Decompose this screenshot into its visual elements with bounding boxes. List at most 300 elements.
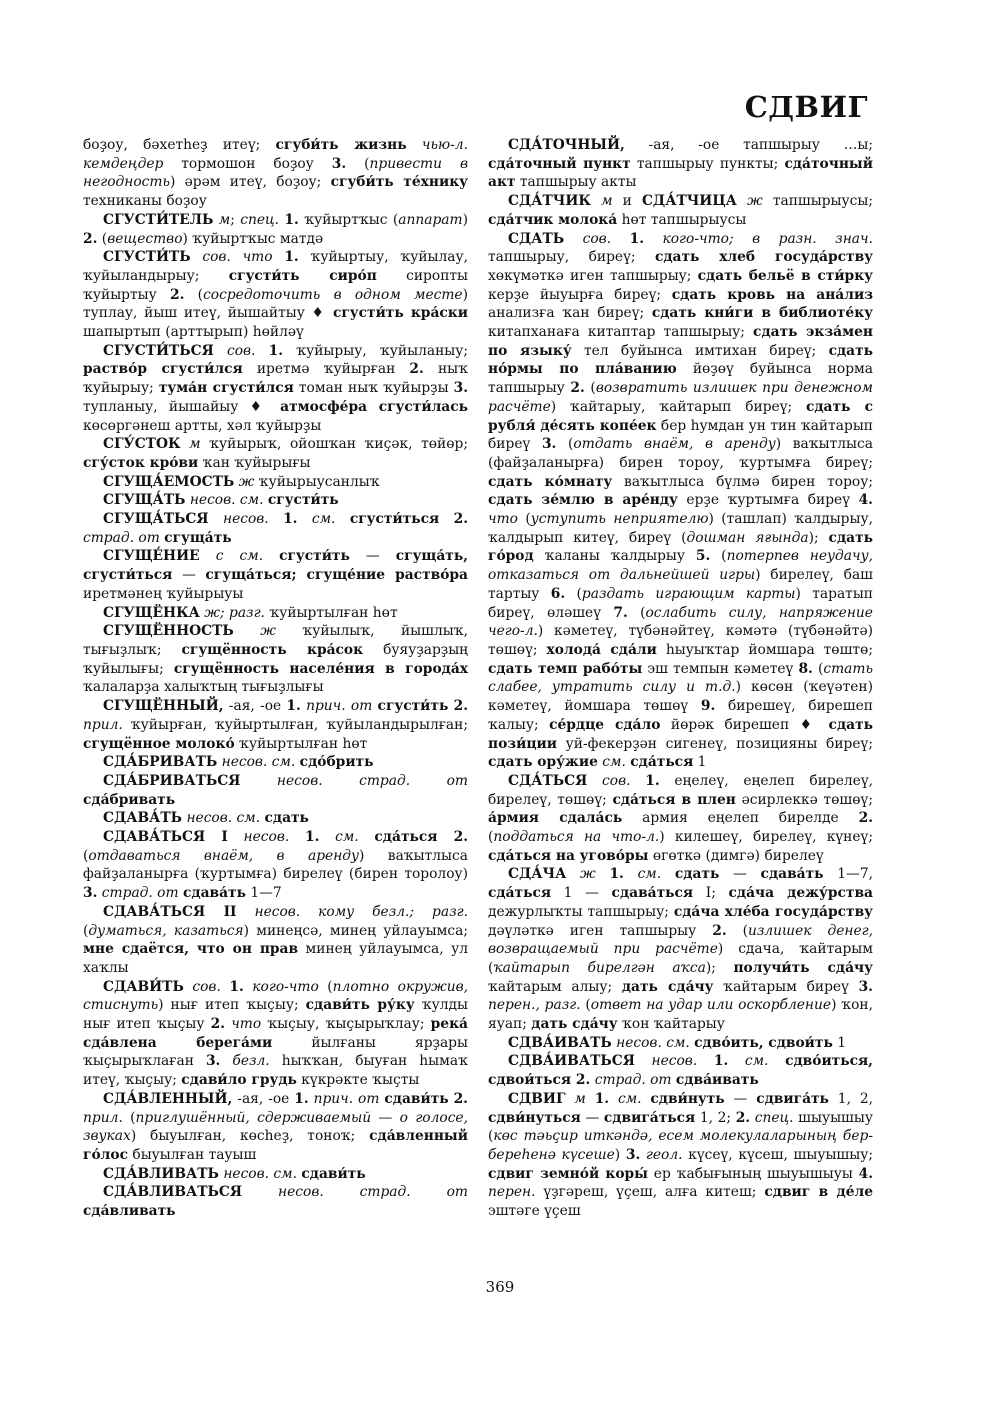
entry-headword-text: сдви́нуться xyxy=(488,1109,581,1126)
entry-label-text: спец. xyxy=(754,1109,794,1126)
entry-label-text: излишек денег, возвращаемый при расчёте xyxy=(488,922,873,958)
entry-label-text: перен. xyxy=(488,1184,536,1201)
entry-text xyxy=(586,1091,595,1107)
dictionary-entry xyxy=(83,903,468,978)
entry-text: әсирлеккә төшөү; xyxy=(735,791,873,808)
entry-headword-text: сдать с рубля́ де́сять копе́ек xyxy=(488,398,873,434)
entry-headword-text: СГУСТИ́ТЬ xyxy=(103,249,191,266)
entry-text xyxy=(263,548,279,564)
entry-headword-text: сда́ться xyxy=(630,754,694,771)
entry-text: армия еңелеп бирелде xyxy=(622,810,859,827)
left-column xyxy=(83,136,468,1221)
entry-text xyxy=(609,1091,618,1107)
entry-label-text: несов. страд. от xyxy=(276,772,468,789)
entry-headword-text: сдать зе́млю в аре́нду xyxy=(488,492,678,509)
entry-label-text: безл. xyxy=(232,1053,270,1070)
entry-headword-text: 1. xyxy=(304,829,320,846)
entry-headword-text: сгусти́ть xyxy=(279,548,350,565)
entry-headword-text: СДВИГ xyxy=(508,1090,566,1107)
entry-text: ( xyxy=(122,1109,136,1126)
entry-text: томан ныҡ ҡуйырҙы xyxy=(293,380,454,397)
entry-headword-text: сгуща́ться; сгуще́ние раство́ра xyxy=(205,567,468,584)
entry-label-text: см. xyxy=(335,829,359,846)
dictionary-entry xyxy=(83,510,468,547)
entry-label-text: ослабить силу, напряжение чего-л. xyxy=(488,604,873,640)
entry-label-text: с см. xyxy=(215,548,264,565)
entry-text: и xyxy=(612,193,642,210)
entry-text: ( xyxy=(346,155,370,172)
entry-text: быуылған тауыш xyxy=(128,1146,257,1163)
entry-text: һыҡҡан, быуған һымаҡ итеү, ҡыҫыу; xyxy=(83,1053,468,1089)
entry-headword-text: 1. xyxy=(645,772,660,789)
entry-headword-text: СДА́БРИВАТЬ xyxy=(103,754,218,771)
entry-text: 1—7, xyxy=(823,866,873,883)
entry-headword-text: сдать го́род xyxy=(488,529,873,565)
entry-text: ) кәметеү, түбәнәйтеү, кәмәтә (түбәнәйтә) төшөү; xyxy=(488,623,873,658)
entry-headword-text: сдави́ть ру́ку xyxy=(305,997,415,1014)
entry-text: ) көсөн (ҡеүәтен) кәметеү, йомшара төшөү xyxy=(488,679,873,715)
entry-text: -ая, -ое xyxy=(232,1090,295,1107)
entry-headword-text: сда́ться на угово́ры xyxy=(488,847,649,864)
dictionary-entry xyxy=(488,230,873,772)
entry-headword-text: сдво́ить, сдвои́ть xyxy=(694,1034,833,1051)
entry-text xyxy=(297,511,311,527)
entry-headword-text: сда́вливать xyxy=(83,1203,176,1220)
entry-text xyxy=(335,511,349,527)
entry-headword-text: раство́р сгусти́лся xyxy=(83,361,243,378)
entry-text: эш темпын кәметеү xyxy=(642,660,799,677)
entry-text: ҡуйыртылған һөт xyxy=(234,735,368,752)
entry-label-text: см. xyxy=(744,1053,769,1070)
entry-headword-text: сдать кровь на ана́лиз xyxy=(671,286,873,303)
entry-text: ҡалаларҙа халыҡтың тығыҙлығы xyxy=(83,679,324,696)
entry-label-text: страд. от xyxy=(101,885,179,902)
dictionary-entry xyxy=(83,136,468,211)
entry-headword-text: сда́ться xyxy=(488,885,552,902)
entry-text: ( xyxy=(580,997,591,1014)
entry-text: ) килешеү, бирелеү, күнеү; xyxy=(659,829,873,846)
entry-text: китапханаға китаптар тапшырыу; xyxy=(488,324,754,341)
entry-text: 1 xyxy=(832,1034,846,1051)
entry-headword-text: сдави́ть xyxy=(384,1090,449,1107)
entry-headword-text: сгуща́ть xyxy=(164,529,232,546)
entry-text: ҡуйыртҡыс ( xyxy=(298,211,399,228)
entry-text: ) ҡон, яуап; xyxy=(488,997,873,1033)
entry-text xyxy=(635,1053,652,1069)
entry-label-text: несов. страд. от xyxy=(278,1184,468,1201)
entry-text: ер ҡабығының шыуышыуы xyxy=(648,1165,859,1182)
entry-headword-text: сгусти́ться xyxy=(349,511,440,528)
entry-text: 1—7 xyxy=(245,885,282,902)
entry-headword-text: 2. xyxy=(712,922,727,939)
entry-headword-text: сдать ору́жие xyxy=(488,754,598,771)
entry-label-text: приглушённый, сдерживаемый — о голосе, звуках xyxy=(83,1109,468,1145)
entry-headword-text: 1. xyxy=(294,1090,309,1107)
dictionary-entry xyxy=(83,342,468,436)
entry-text xyxy=(697,1053,714,1069)
entry-text: күкрәкте ҡыҫты xyxy=(296,1072,420,1089)
entry-text: ) сдача, ҡайтарым ( xyxy=(488,941,873,976)
entry-headword-text: СГУЩА́ТЬСЯ xyxy=(103,511,209,528)
dictionary-entry xyxy=(488,1090,873,1221)
entry-text: ҡайтарым алыу; xyxy=(488,978,622,995)
entry-text: ныҡ ҡуйырыу; xyxy=(83,361,469,397)
entry-headword-text: СДА́ВЛЕННЫЙ, xyxy=(103,1090,233,1107)
entry-headword-text: СДА́ТЬСЯ xyxy=(508,772,588,789)
entry-headword-text: сда́ться в плен xyxy=(612,791,736,808)
entry-headword-text: 5. xyxy=(695,548,711,565)
entry-text: хөкүмәткә иген тапшырыу; xyxy=(488,267,698,284)
entry-text: дәүләткә иген тапшырыу xyxy=(488,922,713,939)
dictionary-entry xyxy=(83,547,468,603)
entry-label-text: несов. см. xyxy=(616,1034,690,1051)
entry-text xyxy=(237,904,255,920)
entry-headword-text: 3. xyxy=(541,436,557,453)
entry-text: ( xyxy=(318,978,333,995)
entry-headword-text: СДАВА́ТЬ xyxy=(103,810,183,827)
entry-text xyxy=(624,866,638,882)
entry-text: боҙоу, бәхетһеҙ итеү; xyxy=(83,137,276,153)
entry-headword-text: атмосфе́ра сгусти́лась xyxy=(280,398,468,415)
dictionary-entry xyxy=(83,809,468,828)
dictionary-entry xyxy=(83,753,468,772)
entry-text: йылғаны ярҙары ҡыҫырыҡлаған xyxy=(83,1034,468,1070)
entry-text: эштәге үҫеш xyxy=(488,1203,581,1220)
entry-headword-text: сдать пози́ции xyxy=(488,716,873,752)
entry-text: ҡулды нығ итеп ҡыҫыу xyxy=(83,997,468,1033)
entry-headword-text: 2. xyxy=(570,380,585,397)
entry-text xyxy=(728,1053,745,1069)
entry-headword-text: сдава́ться xyxy=(611,885,694,902)
entry-text: һыуыҡтар йомшара төштө; xyxy=(656,641,873,658)
dictionary-entry xyxy=(488,772,873,866)
entry-headword-text: 2. xyxy=(858,810,873,827)
entry-headword-text: СДАТЬ xyxy=(508,230,565,247)
entry-headword-text: 7. xyxy=(613,604,628,621)
dictionary-entry xyxy=(488,1052,873,1089)
entry-label-text: сов. xyxy=(192,978,221,995)
entry-text: ) туплау, йыш итеү, йышайтыу ♦ xyxy=(83,286,468,322)
entry-text: ( xyxy=(556,436,574,453)
entry-text: көсөргәнеш артты, хәл ҡуйырҙы xyxy=(83,417,322,434)
entry-headword-text: 4. xyxy=(858,1165,873,1182)
entry-headword-text: СДА́ТОЧНЫЙ, xyxy=(508,137,625,153)
entry-label-text: сосредоточить в одном месте xyxy=(203,286,463,303)
entry-label-text: м xyxy=(218,211,231,228)
entry-headword-text: СДАВИ́ТЬ xyxy=(103,978,184,995)
entry-text: ( xyxy=(517,511,531,528)
entry-label-text: поддаться на что-л. xyxy=(493,829,660,846)
entry-headword-text: 1. xyxy=(284,249,299,266)
entry-label-text: отдать внаём, в аренду xyxy=(573,436,776,453)
entry-headword-text: СГУЩЁННЫЙ, xyxy=(103,698,224,715)
dictionary-entry xyxy=(83,1165,468,1184)
entry-label-text: см. xyxy=(602,754,626,771)
entry-text xyxy=(439,511,453,527)
entry-text: — xyxy=(349,548,396,565)
entry-text: — xyxy=(719,866,761,883)
entry-text: I; xyxy=(693,885,729,902)
page-number: 369 xyxy=(485,1278,515,1296)
entry-headword-text: сдвиг земно́й коры́ xyxy=(488,1165,649,1182)
entry-label-text: стать слабее, утратить силу и т.д. xyxy=(488,660,873,696)
entry-text xyxy=(319,829,335,845)
entry-text: ) ҡайтарыу, ҡайтарып биреү; xyxy=(550,398,806,415)
entry-text: ҡайтарым биреү xyxy=(713,978,859,995)
entry-headword-text: сдать темп рабо́ты xyxy=(488,660,643,677)
entry-label-text: сов. что xyxy=(202,249,273,266)
entry-label-text: сов. xyxy=(226,342,256,359)
entry-label-text: көс тәьҫир иткәндә, есем молекулаларының бер-береһенә күсеше xyxy=(488,1128,873,1163)
entry-label-text: геол. xyxy=(645,1146,683,1163)
entry-headword-text: СДВА́ИВАТЬСЯ xyxy=(508,1053,635,1070)
entry-text: тапшырыусы; xyxy=(762,193,873,210)
entry-text xyxy=(611,231,630,247)
entry-text: ) быуылған, көсһеҙ, тоноҡ; xyxy=(130,1128,370,1145)
entry-headword-text: СДА́ТЧИЦА xyxy=(641,193,737,210)
entry-headword-text: сдви́нуть xyxy=(650,1090,725,1107)
entry-headword-text: сгущённое молоко́ xyxy=(83,735,235,752)
entry-headword-text: 1. xyxy=(229,978,244,995)
entry-label-text: сов. xyxy=(582,230,612,247)
entry-headword-text: сдать хлеб госуда́рству xyxy=(654,249,873,266)
entry-headword-text: сгущённость кра́сок xyxy=(181,641,364,658)
dictionary-entry xyxy=(488,192,873,229)
dictionary-entry xyxy=(83,435,468,472)
entry-text: дежурлыҡты тапшырыу; xyxy=(488,903,674,920)
entry-headword-text: а́рмия сдала́сь xyxy=(488,810,623,827)
entry-text: ) (ташлап) ҡалдырыу, ҡалдырып китеү, биреү ( xyxy=(488,511,873,546)
entry-label-text: привести в негодность xyxy=(83,155,468,191)
entry-label-text: см. xyxy=(637,866,662,883)
entry-text: -ая, -ое тапшырыу …ы; xyxy=(624,137,873,153)
entry-headword-text: 1. xyxy=(609,866,624,883)
entry-label-text: кого-что xyxy=(252,978,319,995)
entry-headword-text: 2. xyxy=(453,1090,468,1107)
entry-text: күсеү, күсеш, шыуышыу; xyxy=(682,1146,874,1163)
entry-headword-text: тума́н сгусти́лся xyxy=(158,380,294,397)
entry-text: ҡон ҡайтарыу xyxy=(617,1016,725,1033)
entry-text: 1 — xyxy=(551,885,612,902)
entry-text: ) нығ итеп ҡыҫыу; xyxy=(158,997,306,1014)
entry-headword-text: сдави́ло грудь xyxy=(181,1072,297,1089)
entry-headword-text: 3. xyxy=(205,1053,221,1070)
entry-text xyxy=(407,137,422,153)
entry-text: ҡуйырыҡ, ойошҡан ҡиҫәк, төйөр; xyxy=(200,436,468,453)
entry-headword-text: 1. xyxy=(286,698,301,715)
entry-text xyxy=(737,193,747,209)
entry-text: ) xyxy=(614,1146,626,1163)
entry-text xyxy=(200,548,216,564)
entry-text: ) минеңсә, минең уйлауымса; xyxy=(243,922,468,939)
entry-headword-text: сдать xyxy=(264,810,309,827)
entry-headword-text: СДА́БРИВАТЬСЯ xyxy=(103,772,241,789)
entry-headword-text: сдо́брить xyxy=(299,754,374,771)
entry-text xyxy=(242,1184,278,1200)
entry-headword-text: сгуби́ть жизнь xyxy=(275,137,407,153)
entry-headword-text: 3. xyxy=(858,978,873,995)
entry-text: ( xyxy=(584,380,596,397)
entry-text: 1, 2; xyxy=(695,1109,736,1126)
entry-headword-text: 1. xyxy=(713,1053,729,1070)
entry-text: уй-фекерҙән сигенеү, позицияны биреү; xyxy=(557,735,873,752)
entry-headword-text: сда́бривать xyxy=(83,791,176,808)
entry-text xyxy=(228,829,244,845)
entry-text: иретмә ҡуйырған xyxy=(242,361,410,378)
entry-text xyxy=(255,343,268,359)
entry-text xyxy=(191,249,203,265)
entry-label-text: ж xyxy=(238,473,255,490)
entry-label-text: несов. см. xyxy=(221,754,296,771)
entry-text: ерҙе ҡуртымға биреү xyxy=(677,492,859,509)
entry-text: һөт тапшырыусы xyxy=(617,211,747,228)
entry-text xyxy=(630,773,645,789)
entry-label-text: прич. от xyxy=(306,698,373,715)
dictionary-entry xyxy=(83,828,468,903)
dictionary-entry xyxy=(83,978,468,1090)
entry-headword-text: СДВА́ИВАТЬ xyxy=(508,1034,612,1051)
entry-text xyxy=(591,193,601,209)
entry-headword-text: 4. xyxy=(858,492,873,509)
entry-text: анализға ҡан биреү; xyxy=(488,305,652,322)
entry-headword-text: СГУЩЁННОСТЬ xyxy=(103,623,234,640)
entry-text: тупланыу, йышайыу ♦ xyxy=(83,398,281,415)
entry-text: 1, 2, xyxy=(828,1090,873,1107)
entry-headword-text: СДА́ВЛИВАТЬ xyxy=(103,1165,219,1182)
entry-headword-text: сдать бельё в сти́рку xyxy=(697,267,873,284)
entry-text xyxy=(661,866,675,882)
entry-label-text: ж xyxy=(580,866,596,883)
entry-label-text: перен., разг. xyxy=(488,997,581,1014)
entry-text: ҡыҫыу, ҡыҫырыҡлау; xyxy=(261,1016,431,1033)
entry-text: ( xyxy=(627,604,646,621)
entry-text xyxy=(240,773,277,789)
dictionary-entry xyxy=(83,473,468,492)
entry-headword-text: сдава́ть xyxy=(182,885,246,902)
dictionary-entry xyxy=(83,211,468,248)
entry-label-text: раздать играющим карты xyxy=(581,585,796,602)
entry-label-text: кемдеңдер xyxy=(83,155,164,172)
entry-headword-text: СДА́ВЛИВАТЬСЯ xyxy=(103,1184,243,1201)
entry-text: ) бирелеү, баш тартыу xyxy=(488,567,874,602)
entry-headword-text: 2. xyxy=(170,286,185,303)
entry-headword-text: сдать кни́ги в библиоте́ку xyxy=(651,305,873,322)
dictionary-entry xyxy=(83,772,468,809)
entry-text: ҡаланы ҡалдырыу xyxy=(533,548,696,565)
entry-text: үҙгәреш, үҫеш, алға китеш; xyxy=(535,1184,765,1201)
entry-text: ( xyxy=(83,922,89,939)
dictionary-entry xyxy=(83,491,468,510)
entry-headword-text: СГУЩЁНКА xyxy=(103,604,200,621)
entry-headword-text: 3. xyxy=(83,885,98,902)
entry-text xyxy=(209,511,223,527)
entry-text: минең уйлауымса, ул хаҡлы xyxy=(83,941,468,976)
entry-headword-text: СГУ́СТОК xyxy=(103,436,181,453)
entry-text xyxy=(596,866,610,882)
entry-headword-text: дать сда́чу xyxy=(621,978,714,995)
entry-label-text: сов. xyxy=(602,772,631,789)
entry-label-text: прич. от xyxy=(313,1090,380,1107)
entry-text: ) ҡуйыртҡыс матдә xyxy=(182,230,324,247)
entry-headword-text: сгу́сток кро́ви xyxy=(83,454,199,471)
entry-label-text: кого-что; в разн. знач. xyxy=(662,230,873,247)
entry-label-text: аппарат xyxy=(398,211,463,228)
entry-text: ҡуйырыусанлыҡ xyxy=(254,473,380,490)
entry-text: тапшырыу акты xyxy=(515,174,637,191)
entry-label-text: плотно окружив, стиснуть xyxy=(83,978,469,1014)
entry-text: керҙе йыуырға биреү; xyxy=(488,286,672,303)
entry-text xyxy=(214,343,227,359)
dictionary-entry xyxy=(83,1183,468,1220)
entry-headword-text: холода́ сда́ли xyxy=(546,641,657,658)
entry-text: тормошон боҙоу xyxy=(163,155,332,172)
entry-headword-text: сдвига́ться xyxy=(603,1109,696,1126)
entry-headword-text: сдать но́рмы по пла́ванию xyxy=(488,342,874,378)
entry-text: буяуҙарҙың ҡуйылығы; xyxy=(83,641,469,677)
entry-label-text: прил. xyxy=(83,1109,123,1126)
entry-label-text: прил. xyxy=(83,716,123,733)
entry-text: йөрәк бирешеп ♦ xyxy=(660,716,829,733)
entry-text: ) ваҡытлыса (файҙаланырға) бирен тороу, ҡуртымға биреү; xyxy=(488,436,873,471)
entry-headword-text: 2. xyxy=(409,361,424,378)
entry-headword-text: сдвиг в де́ле xyxy=(764,1184,873,1201)
entry-text: ( xyxy=(565,585,582,602)
entry-label-text: чью-л. xyxy=(421,137,468,153)
entry-label-text: несов. xyxy=(651,1053,698,1070)
entry-text: тапшырыу, биреү; xyxy=(488,249,655,266)
entry-headword-text: СДА́ЧА xyxy=(508,866,567,883)
entry-headword-text: сдави́ть xyxy=(301,1165,366,1182)
entry-headword-text: 2. xyxy=(210,1016,226,1033)
entry-text: өгөткә (димгә) бирелеү xyxy=(648,847,824,864)
dictionary-entry xyxy=(488,1034,873,1053)
entry-label-text: вещество xyxy=(107,230,183,247)
entry-headword-text: СГУЩА́ЕМОСТЬ xyxy=(103,473,235,490)
entry-label-text: страд. от xyxy=(594,1072,672,1089)
dictionary-entry xyxy=(83,1090,468,1165)
entry-text xyxy=(564,231,583,247)
entry-headword-text: 2. xyxy=(83,230,98,247)
entry-label-text: отдаваться внаём, в аренду xyxy=(88,847,360,864)
entry-text xyxy=(181,436,190,452)
entry-label-text: несов. см. xyxy=(223,1165,297,1182)
entry-text: ( xyxy=(710,548,727,565)
entry-headword-text: река́ сда́влена берега́ми xyxy=(83,1016,468,1051)
entry-text: ҡуйырған, ҡуйыртылған, ҡуйыландырылған; xyxy=(122,716,468,733)
entry-headword-text: сда́вленный го́лос xyxy=(83,1128,468,1163)
entry-headword-text: дать сда́чу xyxy=(531,1016,618,1033)
entry-text: ( xyxy=(488,829,494,846)
entry-headword-text: СДАВА́ТЬСЯ I xyxy=(103,829,228,846)
entry-headword-text: СГУЩЕ́НИЕ xyxy=(103,548,200,565)
entry-headword-text: 3. xyxy=(453,380,468,397)
entry-text: ваҡытлыса бүлмә бирен тороу; xyxy=(612,473,873,490)
entry-text xyxy=(644,231,663,247)
entry-text: ҡан ҡуйырығы xyxy=(198,454,311,471)
entry-label-text: м xyxy=(601,193,613,210)
entry-headword-text: 1. xyxy=(268,342,284,359)
entry-text xyxy=(768,1053,785,1069)
entry-headword-text: мне сдаётся, что он прав xyxy=(83,941,299,958)
entry-text: еңелеү, еңелеп бирелеү, бирелеү, төшөү; xyxy=(488,772,873,808)
entry-headword-text: сгуща́ть, сгусти́ться xyxy=(83,548,469,584)
entry-text: ҡуйылыҡ, йышлыҡ, тығыҙлыҡ; xyxy=(83,623,468,658)
entry-text: ҡуйыртыу, ҡуйылау, ҡуйыландырыу; xyxy=(83,249,469,284)
entry-headword-text: сгусти́ть кра́ски xyxy=(332,305,468,322)
entry-text xyxy=(359,829,375,845)
entry-text: ( xyxy=(97,230,108,247)
running-head: СДВИГ xyxy=(744,90,868,124)
